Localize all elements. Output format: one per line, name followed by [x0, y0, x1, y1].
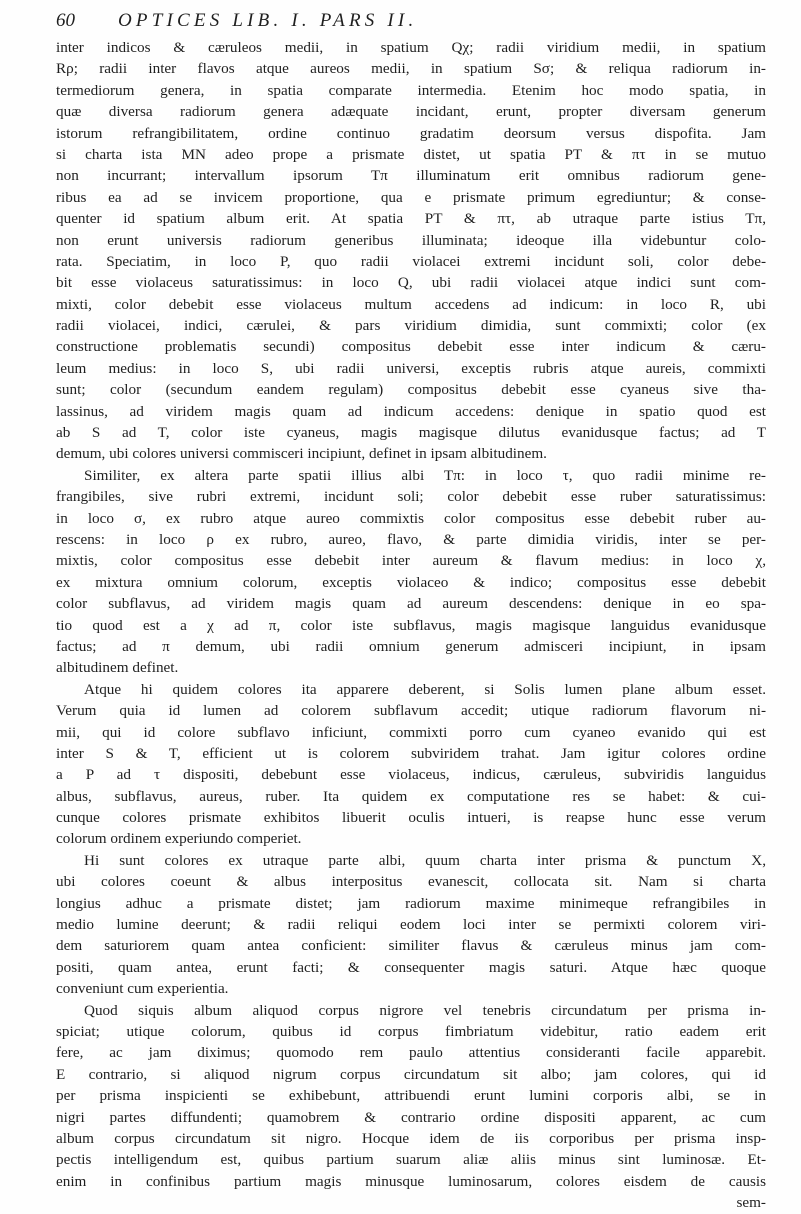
text-line: inter S & T, efficient ut is colorem subviridem trahat. Jam igitur colores ordine	[56, 744, 766, 762]
running-head: OPTICES LIB. I. PARS II.	[118, 10, 418, 31]
text-line: tio quod est a χ ad π, color iste subflavus, magis magisque languidus evanidusque	[56, 616, 766, 634]
page-header	[56, 10, 756, 34]
text-line: album corpus circundatum sit nigro. Hocque idem de iis corporibus per prisma insp-	[56, 1129, 766, 1147]
body-text	[56, 37, 766, 1213]
text-line: in loco σ, ex rubro atque aureo commixtis color compositus esse debebit ruber au-	[56, 509, 766, 527]
text-line: mii, qui id colore subflavo inficiunt, commixti porro cum cyaneo evanido qui est	[56, 723, 766, 741]
page-number: 60	[56, 10, 75, 31]
text-line: non incurrant; intervallum ipsorum Tπ illuminatum erit omnibus radiorum gene-	[56, 167, 766, 185]
text-line: albus, subflavus, aureus, ruber. Ita quidem ex computatione res se habet: & cui-	[56, 787, 766, 805]
catchword: sem-	[736, 1194, 766, 1212]
text-line: ubi colores coeunt & albus interpositus evanescit, collocata sit. Nam si charta	[56, 873, 766, 891]
text-line: termediorum genera, in spatia comparate intermedia. Etenim hoc modo spatia, in	[56, 81, 766, 99]
text-line: ab S ad T, color iste cyaneus, magis magisque dilutus evanidusque factus; ad T	[56, 424, 766, 442]
text-line: ex mixtura omnium colorum, exceptis violaceo & indico; compositus esse debebit	[56, 573, 766, 591]
text-line: radii violacei, indici, cærulei, & pars viridium dimidia, sunt commixti; color (ex	[56, 317, 766, 335]
text-line: longius adhuc a prismate distet; jam radiorum maxime minimeque refrangibiles in	[56, 894, 766, 912]
text-line: inter indicos & cæruleos medii, in spatium Qχ; radii viridium medii, in spatium	[56, 39, 766, 56]
text-line: factus; ad π demum, ubi radii omnium generum admisceri incipiunt, in ipsam	[56, 637, 766, 655]
text-line: rescens: in loco ρ ex rubro, aureo, flavo, & parte dimidia viridis, inter se per-	[56, 530, 766, 548]
text-line: positi, quam antea, erunt facti; & consequenter magis saturi. Atque hæc quoque	[56, 958, 766, 976]
text-line: Similiter, ex altera parte spatii illius albi Tπ: in loco τ, quo radii minime re-	[84, 466, 766, 484]
text-line: cunque colores prismate exhibitos libuerit oculis intueri, is reapse hunc esse verum	[56, 809, 766, 827]
text-line: si charta ista MN adeo prope a prismate distet, ut spatia PT & πτ in se mutuo	[56, 145, 766, 163]
text-line: a P ad τ dispositi, debebunt esse violaceus, indicus, cæruleus, subviridis languidus	[56, 766, 766, 784]
text-line: medio lumine deerunt; & radii reliqui eodem loci inter se permixti colorem viri-	[56, 916, 766, 934]
text-line: Verum quia id lumen ad colorem subflavum accedit; utique radiorum flavorum ni-	[56, 702, 766, 720]
text-line: pectis intelligendum est, quibus partium suarum aliæ aliis minus sint luminosæ. Et-	[56, 1151, 766, 1169]
text-line: conveniunt cum experientia.	[56, 980, 229, 998]
text-line: non erunt universis radiorum generibus illuminata; ideoque illa videbuntur colo-	[56, 231, 766, 249]
text-line: sunt; color (secundum eandem regulam) compositus debebit esse cyaneus sive tha-	[56, 381, 766, 399]
text-line: per prisma inspicienti se exhibebunt, attribuendi erunt lumini corporis albi, se in	[56, 1087, 766, 1105]
text-line: leum medius: in loco S, ubi radii universi, exceptis rubris atque aureis, commixti	[56, 359, 766, 377]
text-line: E contrario, si aliquod nigrum corpus circundatum sit albo; jam colores, qui id	[56, 1065, 766, 1083]
text-line: Hi sunt colores ex utraque parte albi, quum charta inter prisma & punctum X,	[84, 851, 766, 869]
text-line: quenter id spatium album erit. At spatia PT & πτ, ab utraque parte istius Tπ,	[56, 210, 766, 228]
text-line: istorum refrangibilitatem, ordine continuo gradatim deorsum versus dispofita. Jam	[56, 124, 766, 142]
text-line: mixtis, color compositus esse debebit inter aureum & flavum medius: in loco χ,	[56, 552, 766, 570]
text-line: spiciat; utique colorum, quibus id corpus fimbriatum videbitur, ratio eadem erit	[56, 1022, 766, 1040]
text-line: Atque hi quidem colores ita apparere deberent, si Solis lumen plane album esset.	[84, 680, 766, 698]
text-line: albitudinem definet.	[56, 659, 179, 677]
text-line: ribus ea ad se invicem proportione, qua e prismate primum egrediuntur; & conse-	[56, 188, 766, 206]
text-line: colorum ordinem experiundo comperiet.	[56, 830, 302, 848]
text-line: dem saturiorem quam antea conficient: similiter flavus & cæruleus minus jam com-	[56, 937, 766, 955]
text-line: mixti, color debebit esse violaceus multum accedens ad indicum: in loco R, ubi	[56, 295, 766, 313]
text-line: frangibiles, sive rubri extremi, incidunt soli; color debebit esse ruber saturatissimus:	[56, 488, 766, 506]
text-line: bit esse violaceus saturatissimus: in loco Q, ubi radii violacei atque indici sunt com-	[56, 274, 766, 292]
text-line: enim in confinibus partium magis minusque luminosarum, colores eisdem de causis	[56, 1172, 766, 1190]
text-line: lassinus, ad viridem magis quam ad indicum accedens: denique in spatio quod est	[56, 402, 766, 420]
text-line: fere, ac jam diximus; quomodo rem paulo attentius consideranti facile apparebit.	[56, 1044, 766, 1062]
text-line: quæ diversa radiorum genera adæquate incidant, erunt, propter diversam generum	[56, 103, 766, 121]
text-line: constructione problematis secundi) compositus debebit esse inter indicum & cæru-	[56, 338, 766, 356]
text-line: nigri partes diffundenti; quamobrem & contrario ordine dispositi apparent, ac cum	[56, 1108, 766, 1126]
text-line: color subflavus, ad viridem magis quam ad aureum descendens: denique in eo spa-	[56, 595, 766, 613]
text-line: Quod siquis album aliquod corpus nigrore vel tenebris circundatum per prisma in-	[84, 1001, 766, 1019]
text-line: demum, ubi colores universi commisceri incipiunt, definet in ipsam albitudinem.	[56, 445, 547, 463]
text-line: rata. Speciatim, in loco P, quo radii violacei extremi incidunt soli, color debe-	[56, 252, 766, 270]
text-line: Rρ; radii inter flavos atque aureos medii, in spatium Sσ; & reliqua radiorum in-	[56, 60, 766, 78]
